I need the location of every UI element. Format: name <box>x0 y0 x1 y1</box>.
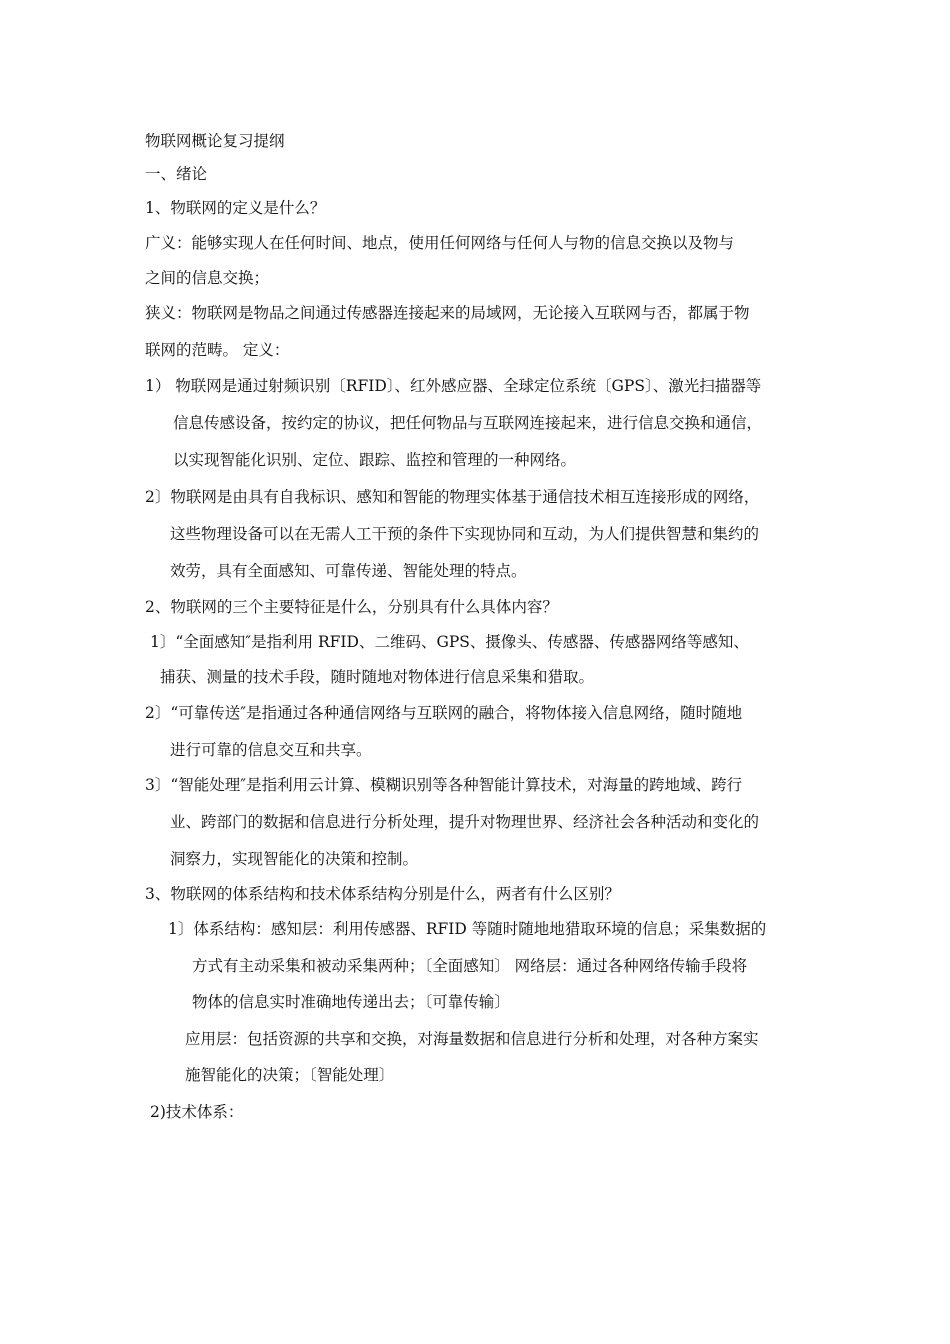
definition-1-line: 信息传感设备，按约定的协议，把任何物品与互联网连接起来，进行信息交换和通信， <box>173 414 763 432</box>
architecture-line: 物体的信息实时准确地传递出去；〔可靠传输〕 <box>192 993 510 1011</box>
section-heading: 一、绪论 <box>145 165 208 183</box>
definition-2-line: 2〕物联网是由具有自我标识、感知和智能的物理实体基于通信技术相互连接形成的网络， <box>145 488 760 506</box>
application-layer-line: 应用层：包括资源的共享和交换，对海量数据和信息进行分析和处理，对各种方案实 <box>185 1030 759 1048</box>
document-title: 物联网概论复习提纲 <box>145 132 285 150</box>
broad-definition-line: 之间的信息交换； <box>145 269 270 287</box>
narrow-definition-line: 狭义：物联网是物品之间通过传感器连接起来的局域网，无论接入互联网与否，都属于物 <box>145 304 750 322</box>
feature-1-line: 捕获、测量的技术手段，随时随地对物体进行信息采集和猎取。 <box>160 668 595 686</box>
definition-2-line: 效劳，具有全面感知、可靠传递、智能处理的特点。 <box>170 562 527 580</box>
technical-system-heading: 2)技术体系： <box>150 1103 244 1121</box>
application-layer-line: 施智能化的决策；〔智能处理〕 <box>185 1066 395 1084</box>
definition-2-line: 这些物理设备可以在无需人工干预的条件下实现协同和互动，为人们提供智慧和集约的 <box>170 525 760 543</box>
architecture-line: 方式有主动采集和被动采集两种；〔全面感知〕 网络层：通过各种网络传输手段将 <box>192 957 748 975</box>
architecture-line: 1〕体系结构：感知层：利用传感器、RFID 等随时随地地猎取环境的信息；采集数据的 <box>168 920 767 938</box>
feature-3-line: 洞察力，实现智能化的决策和控制。 <box>170 850 419 868</box>
feature-3-line: 业、跨部门的数据和信息进行分析处理，提升对物理世界、经济社会各种活动和变化的 <box>170 813 760 831</box>
question-3: 3、物联网的体系结构和技术体系结构分别是什么，两者有什么区别？ <box>145 885 620 903</box>
feature-2-line: 2〕“可靠传送″是指通过各种通信网络与互联网的融合，将物体接入信息网络，随时随地 <box>145 704 743 722</box>
question-1: 1、物联网的定义是什么？ <box>145 199 326 217</box>
definition-1-line: 1） 物联网是通过射频识别〔RFID〕、红外感应器、全球定位系统〔GPS〕、激光扫描器等 <box>145 377 762 395</box>
question-2: 2、物联网的三个主要特征是什么，分别具有什么具体内容？ <box>145 598 558 616</box>
feature-3-line: 3〕“智能处理″是指利用云计算、模糊识别等各种智能计算技术，对海量的跨地域、跨行 <box>145 776 743 794</box>
feature-2-line: 进行可靠的信息交互和共享。 <box>170 741 372 759</box>
feature-1-line: 1〕“全面感知″是指利用 RFID、二维码、GPS、摄像头、传感器、传感器网络等感知、 <box>150 633 749 651</box>
narrow-definition-line: 联网的范畴。 定义： <box>145 341 290 359</box>
broad-definition-line: 广义：能够实现人在任何时间、地点，使用任何网络与任何人与物的信息交换以及物与 <box>145 234 735 252</box>
definition-1-line: 以实现智能化识别、定位、跟踪、监控和管理的一种网络。 <box>173 451 577 469</box>
